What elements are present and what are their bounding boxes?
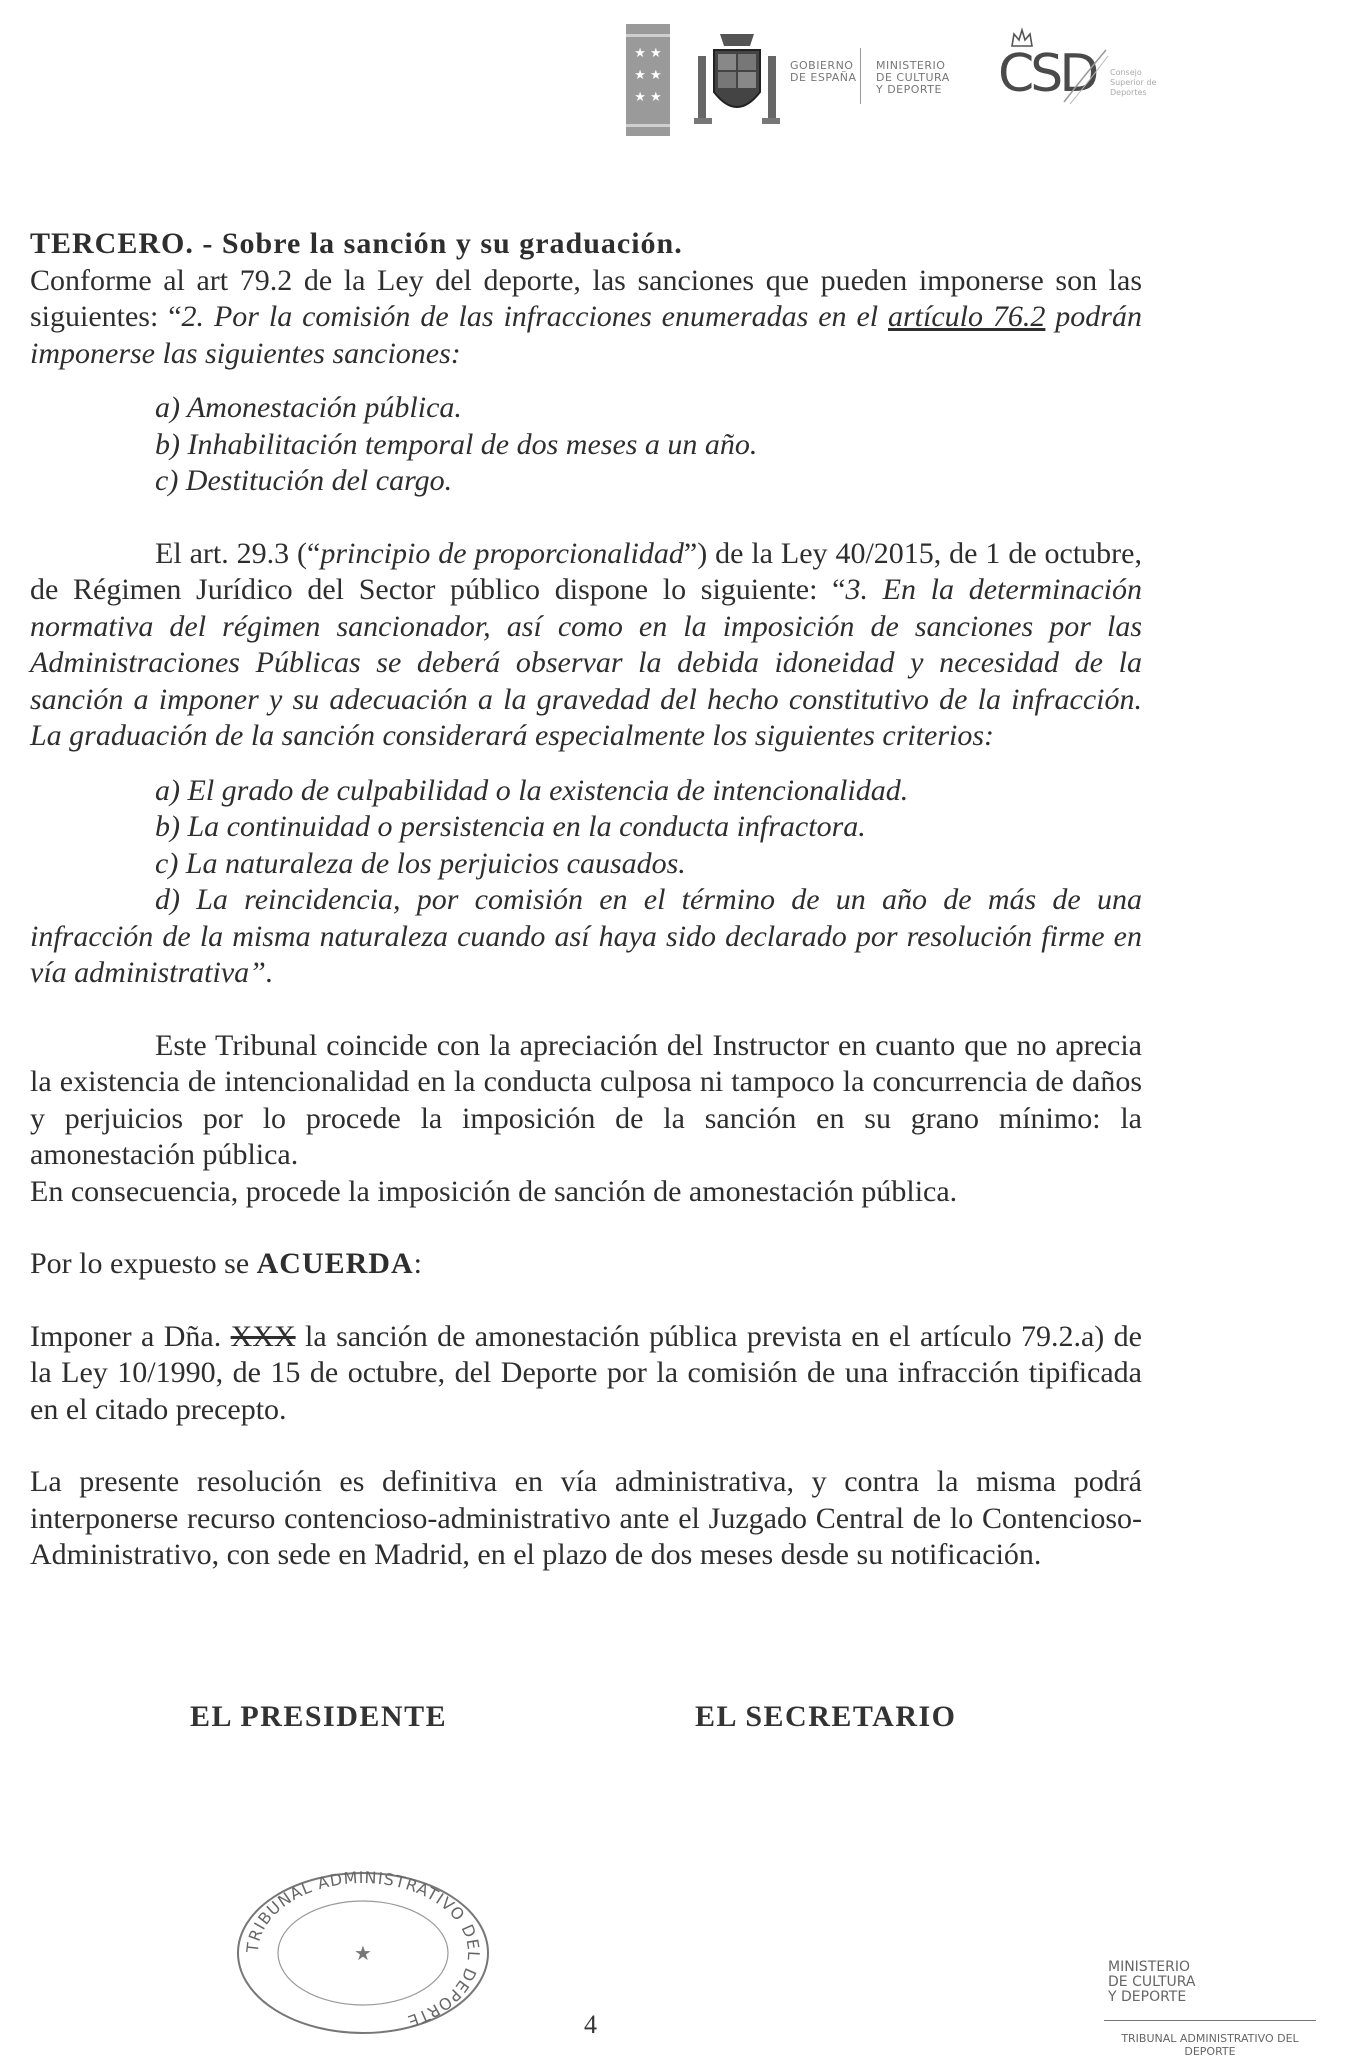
sanctions-list	[30, 390, 1142, 500]
list-item: a) El grado de culpabilidad o la existencia de intencionalidad.	[155, 773, 909, 807]
government-label: GOBIERNO DE ESPAÑA	[790, 59, 857, 84]
list-item: a) Amonestación pública.	[155, 391, 462, 424]
ministry-label: MINISTERIO DE CULTURA Y DEPORTE	[876, 59, 950, 96]
tribunal-stamp	[228, 1868, 498, 2038]
criteria-item-d: d) La reincidencia, por comisión en el término de un año de más de una infracción de la misma naturaleza cuando así haya sido declarado por resolución firme en vía administrativa”.	[30, 883, 1142, 989]
header-logos	[620, 18, 1340, 138]
list-item: c) Destitución del cargo.	[155, 464, 453, 497]
coat-of-arms-icon	[692, 26, 782, 130]
document-body	[30, 226, 1142, 1574]
community-flag: ★ ★ ★ ★ ★ ★	[626, 24, 670, 136]
criteria-list	[30, 773, 1142, 883]
csd-subtitle: Consejo Superior de Deportes	[1110, 68, 1157, 97]
stamp-text: TRIBUNAL ADMINISTRATIVO DEL DEPORTE	[242, 1868, 484, 2032]
csd-logo: CSD	[998, 44, 1096, 104]
footer-divider	[1104, 2020, 1316, 2021]
swoosh-icon	[1060, 46, 1110, 106]
paragraph-resolution: Imponer a Dña. XXX la sanción de amonestación pública prevista en el artículo 79.2.a) de la Ley 10/1990, de 15 de octubre, del Deporte por la comisión de una infracción tipificada en el citado precepto.	[30, 1319, 1142, 1426]
paragraph-agreement: Por lo expuesto se ACUERDA:	[30, 1247, 422, 1280]
secretary-signature: EL SECRETARIO	[695, 1700, 957, 1733]
paragraph-consequence: En consecuencia, procede la imposición de sanción de amonestación pública.	[30, 1174, 958, 1208]
redacted-name: XXX	[230, 1319, 296, 1353]
paragraph-tribunal-assessment: Este Tribunal coincide con la apreciación del Instructor en cuanto que no aprecia la existencia de intencionalidad en la conducta culposa ni tampoco la concurrencia de daños y perjuicios por lo procede la imposición de la sanción en su grano mínimo: la amonestación pública.	[30, 1028, 1142, 1171]
page-number: 4	[584, 2010, 597, 2039]
paragraph-sanctions-intro: Conforme al art 79.2 de la Ley del deporte, las sanciones que pueden imponerse son las siguientes: “2. Por la comisión de las infracciones enumeradas en el artículo 76.2 podrán imponerse las siguientes sanciones:	[30, 263, 1142, 370]
footer-ministry: MINISTERIO DE CULTURA Y DEPORTE	[1108, 1959, 1196, 2005]
footer-tribunal: TRIBUNAL ADMINISTRATIVO DEL DEPORTE	[1121, 2032, 1299, 2058]
section-heading: TERCERO. - Sobre la sanción y su graduación.	[30, 227, 683, 260]
list-item: b) Inhabilitación temporal de dos meses a un año.	[155, 427, 758, 461]
svg-text:★: ★	[354, 1941, 372, 1965]
paragraph-proportionality: El art. 29.3 (“principio de proporcionalidad”) de la Ley 40/2015, de 1 de octubre, de Régimen Jurídico del Sector público dispone lo siguiente: “3. En la determinación normativa del régimen sancionador, así como en la imposición de sanciones por las Administraciones Públicas se deberá observar la debida idoneidad y necesidad de la sanción a imponer y su adecuación a la gravedad del hecho constitutivo de la infracción. La graduación de la sanción considerará especialmente los siguientes criterios:	[30, 536, 1142, 752]
list-item: b) La continuidad o persistencia en la conducta infractora.	[155, 810, 866, 843]
list-item: c) La naturaleza de los perjuicios causados.	[155, 846, 686, 880]
president-signature: EL PRESIDENTE	[190, 1700, 448, 1733]
paragraph-appeal: La presente resolución es definitiva en vía administrativa, y contra la misma podrá interponerse recurso contencioso-administrativo ante el Juzgado Central de lo Contencioso-Administrativo, con sede en Madrid, en el plazo de dos meses desde su notificación.	[30, 1465, 1142, 1571]
